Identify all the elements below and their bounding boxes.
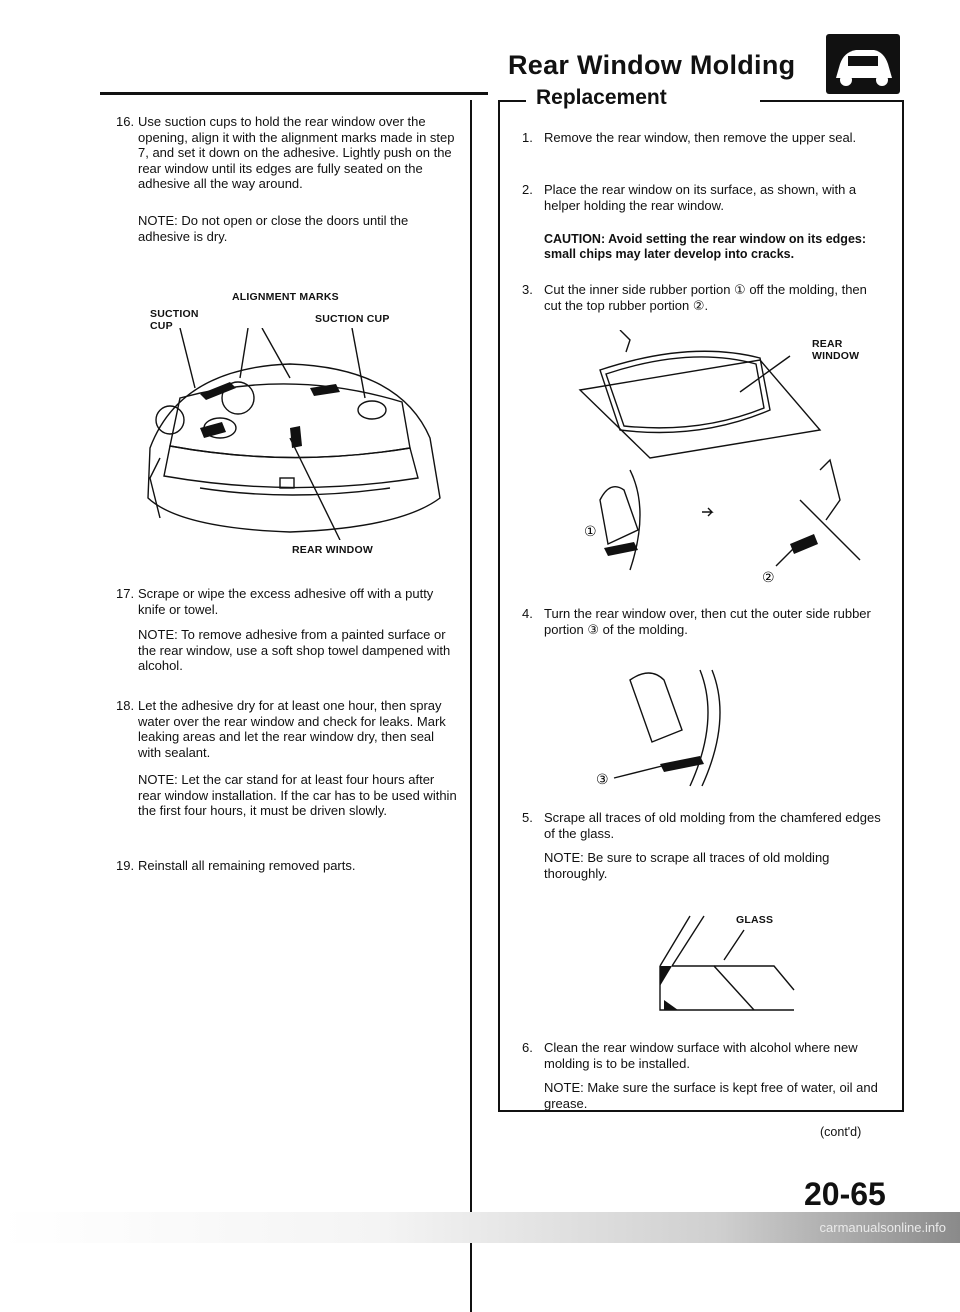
step-18-text: Let the adhesive dry for at least one hour, then spray water over the rear window and check for leaks. Mark leaking areas and let the rear window dry, then seal with sealant. [138, 698, 446, 760]
label-suction-cup-left: SUCTION CUP [150, 308, 199, 332]
glass-edge-illustration [654, 906, 804, 1016]
label-suction-cup-right: SUCTION CUP [315, 313, 390, 325]
step-17-note: NOTE: To remove adhesive from a painted surface or the rear window, use a soft shop towel dampened with alcohol. [138, 627, 451, 673]
footer-gradient [0, 1212, 960, 1243]
step-2-text: Place the rear window on its surface, as shown, with a helper holding the rear window. [544, 182, 857, 213]
window-cutting-illustration [560, 330, 890, 600]
car-rear-illustration [140, 328, 458, 540]
left-column-top-rule [100, 92, 488, 95]
step-3-text: Cut the inner side rubber portion ① off the molding, then cut the top rubber portion ②. [544, 282, 867, 313]
left-column-right-rule [470, 100, 472, 1312]
callout-2: ② [762, 570, 775, 586]
label-rear-window: REAR WINDOW [292, 544, 373, 556]
step-4-text: Turn the rear window over, then cut the outer side rubber portion ③ of the molding. [544, 606, 871, 637]
step-17-text: Scrape or wipe the excess adhesive off with a putty knife or towel. [138, 586, 434, 617]
car-section-icon [826, 34, 900, 94]
outer-cut-figure [590, 660, 790, 790]
step-6-note: NOTE: Make sure the surface is kept free of water, oil and grease. [544, 1080, 878, 1111]
step-5-text: Scrape all traces of old molding from the chamfered edges of the glass. [544, 810, 881, 841]
step-2-caution: CAUTION: Avoid setting the rear window on its edges: small chips may later develop into cracks. [544, 232, 867, 261]
watermark-text: carmanualsonline.info [819, 1220, 946, 1235]
outer-cut-illustration [590, 660, 790, 790]
callout-3: ③ [596, 772, 609, 788]
cutting-figure [560, 330, 890, 600]
glass-edge-figure [654, 906, 804, 1016]
step-16-note: NOTE: Do not open or close the doors until the adhesive is dry. [138, 213, 409, 244]
step-1-text: Remove the rear window, then remove the upper seal. [544, 130, 857, 145]
callout-1: ① [584, 524, 597, 540]
page-number: 20-65 [804, 1176, 886, 1212]
step-5-note: NOTE: Be sure to scrape all traces of old molding thoroughly. [544, 850, 830, 881]
step-19-text: Reinstall all remaining removed parts. [138, 858, 356, 873]
suction-cup-figure [140, 288, 458, 558]
step-18-note: NOTE: Let the car stand for at least four hours after rear window installation. If the car has to be used within the first four hours, it must be driven slowly. [138, 772, 457, 818]
label-glass: GLASS [736, 914, 774, 926]
page-title: Rear Window Molding [508, 50, 796, 80]
step-6-text: Clean the rear window surface with alcohol where new molding is to be installed. [544, 1040, 858, 1071]
label-rear-window-right: REAR WINDOW [812, 338, 860, 362]
section-subtitle: Replacement [536, 86, 667, 109]
step-16-text: Use suction cups to hold the rear window over the opening, align it with the alignment marks made in step 7, and set it down on the adhesive. Lightly push on the rear window until its edges are fully seated on the adhesive all the way around. [138, 114, 455, 191]
label-alignment-marks: ALIGNMENT MARKS [232, 291, 339, 303]
continued-label: (cont'd) [820, 1125, 862, 1139]
